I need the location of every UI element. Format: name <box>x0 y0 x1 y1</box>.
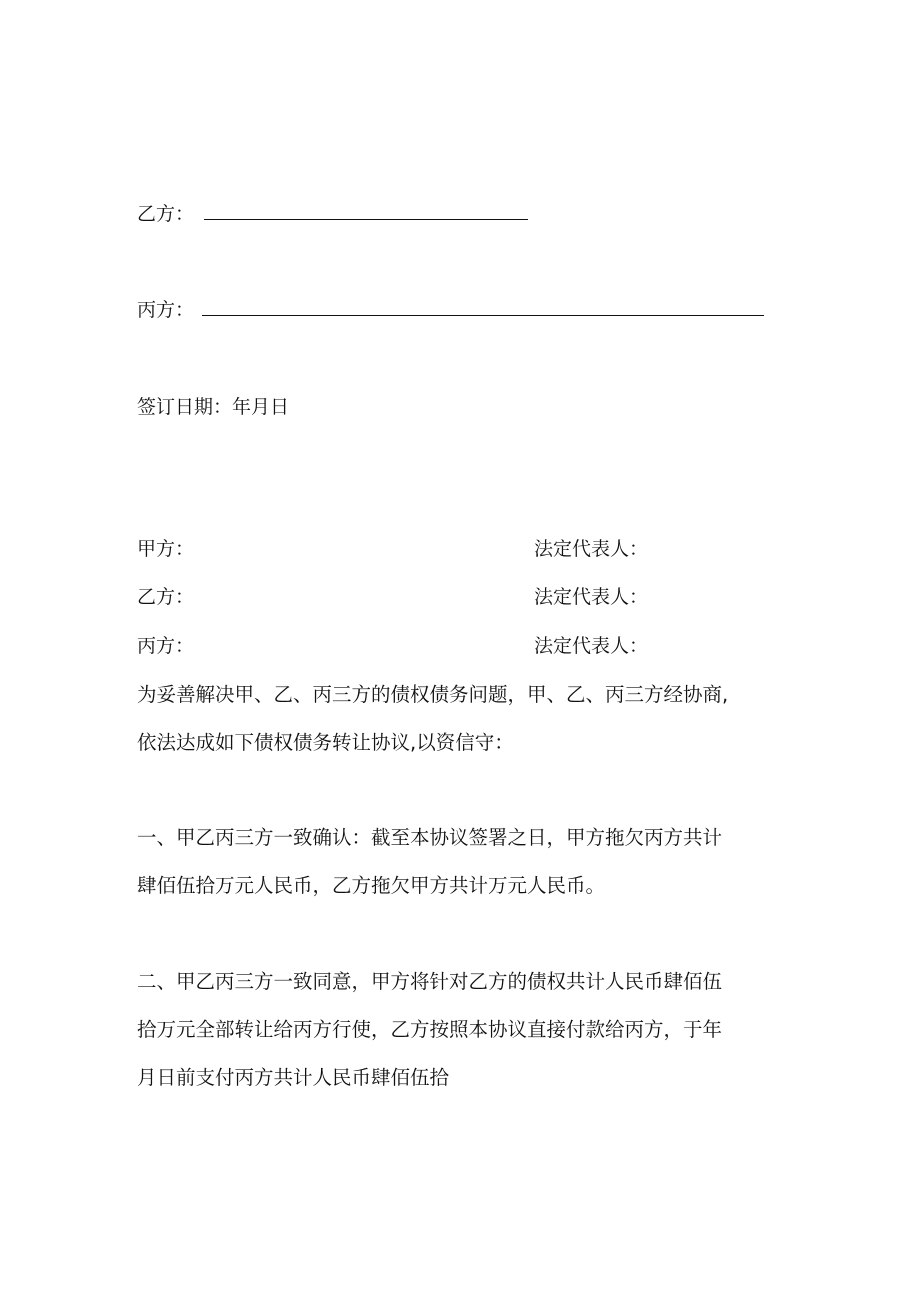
sign-date: 签订日期：年月日 <box>137 396 290 418</box>
party-c-label: 丙方： <box>137 299 195 321</box>
signatory-party-a: 甲方： <box>137 538 195 560</box>
clause-1-line-2: 肆佰伍拾万元人民币，乙方拖欠甲方共计万元人民币。 <box>137 874 606 897</box>
signatory-party-b-rep: 法定代表人： <box>534 586 649 608</box>
party-c-field <box>137 298 764 322</box>
clause-1-line-1: 一、甲乙丙三方一致确认：截至本协议签署之日，甲方拖欠丙方共计 <box>137 826 723 849</box>
party-b-label: 乙方： <box>137 203 195 225</box>
clause-2-line-3: 月日前支付丙方共计人民币肆佰伍拾 <box>137 1066 450 1089</box>
party-b-field <box>137 202 528 226</box>
party-c-blank-line[interactable] <box>202 301 764 316</box>
clause-2-line-2: 拾万元全部转让给丙方行使，乙方按照本协议直接付款给丙方，于年 <box>137 1018 723 1041</box>
signatory-party-c-rep: 法定代表人： <box>534 635 649 657</box>
clause-2-line-1: 二、甲乙丙三方一致同意，甲方将针对乙方的债权共计人民币肆佰伍 <box>137 970 723 993</box>
signatory-party-b: 乙方： <box>137 586 195 608</box>
signatory-party-a-rep: 法定代表人： <box>534 538 649 560</box>
signatory-party-c: 丙方： <box>137 635 195 657</box>
intro-line-1: 为妥善解决甲、乙、丙三方的债权债务问题，甲、乙、丙三方经协商, <box>137 683 729 706</box>
party-b-blank-line[interactable] <box>204 205 528 220</box>
intro-line-2: 依法达成如下债权债务转让协议,以资信守： <box>137 731 514 754</box>
